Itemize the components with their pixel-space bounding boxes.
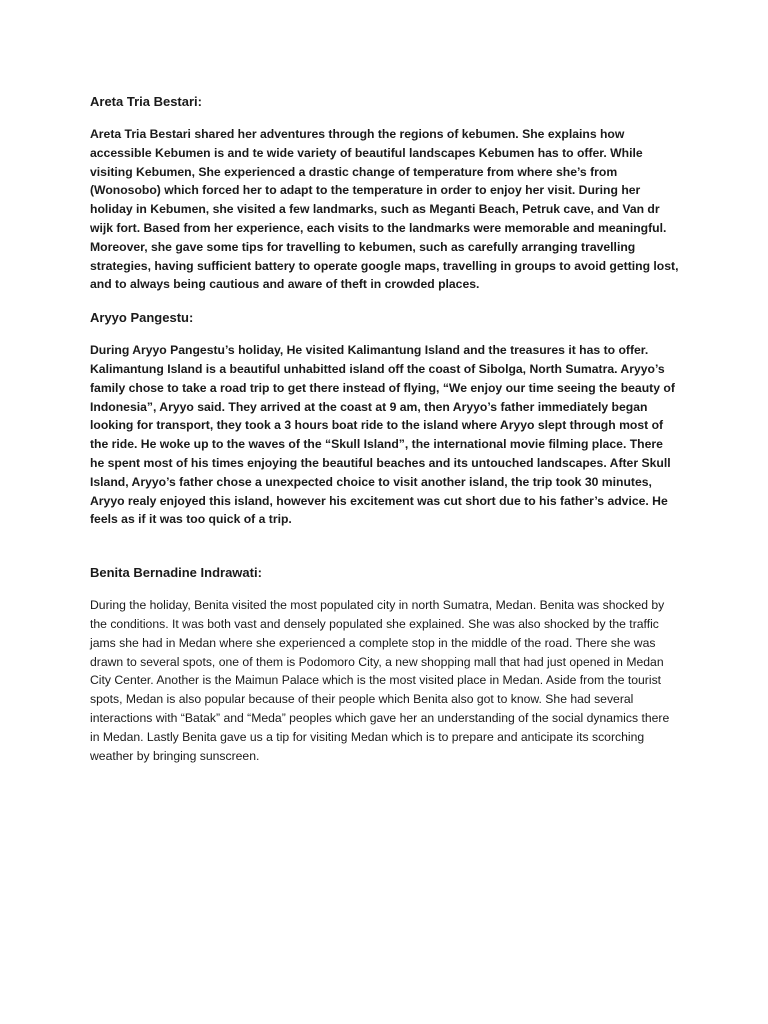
section-heading: Aryyo Pangestu: xyxy=(90,310,194,326)
section-paragraph: During Aryyo Pangestu’s holiday, He visited Kalimantung Island and the treasures it has to offer. Kalimantung Island is a beautiful unhabitted island off the coast of Sibolga, North Sumatra. Aryyo’s family chose to take a road trip to get there instead of flying, “We enjoy our time seeing the beauty of Indonesia”, Aryyo said. They arrived at the coast at 9 am, then Aryyo’s father immediately began looking for transport, they took a 3 hours boat ride to the island where Aryyo slept through most of the ride. He woke up to the waves of the “Skull Island”, the international movie filming place. There he spent most of his times enjoying the beautiful beaches and its untouched landscapes. After Skull Island, Aryyo’s father chose a unexpected choice to visit another island, the trip took 30 minutes, Aryyo realy enjoyed this island, however his excitement was cut short due to his father’s advice. He feels as if it was too quick of a trip. xyxy=(90,343,675,527)
section-heading: Benita Bernadine Indrawati: xyxy=(90,565,262,581)
section-paragraph: Areta Tria Bestari shared her adventures through the regions of kebumen. She explains how accessible Kebumen is and te wide variety of beautiful landscapes Kebumen has to offer. While visiting Kebumen, She experienced a drastic change of temperature from where she’s from (Wonosobo) which forced her to adapt to the temperature in order to enjoy her visit. During her holiday in Kebumen, she visited a few landmarks, such as Meganti Beach, Petruk cave, and Van dr wijk fort. Based from her experience, each visits to the landmarks were memorable and meaningful. Moreover, she gave some tips for travelling to kebumen, such as carefully arranging travelling strategies, having sufficient battery to operate google maps, travelling in groups to avoid getting lost, and to always being cautious and aware of theft in crowded places. xyxy=(90,127,679,292)
section-aryyo xyxy=(90,308,680,529)
section-areta xyxy=(90,92,680,294)
document-page xyxy=(90,92,680,765)
section-heading: Areta Tria Bestari: xyxy=(90,94,202,109)
section-benita xyxy=(90,563,680,765)
section-paragraph: During the holiday, Benita visited the most populated city in north Sumatra, Medan. Benita was shocked by the conditions. It was both vast and densely populated she explained. She was also shocked by the traffic jams she had in Medan where she experienced a complete stop in the middle of the road. There she was drawn to several spots, one of them is Podomoro City, a new shopping mall that had just opened in Medan City Center. Another is the Maimun Palace which is the most visited place in Medan. Aside from the tourist spots, Medan is also popular because of their people which Benita also got to know. She had several interactions with “Batak” and “Meda” peoples which gave her an understanding of the social dynamics there in Medan. Lastly Benita gave us a tip for visiting Medan which is to prepare and anticipate its scorching weather by bringing sunscreen. xyxy=(90,598,670,763)
